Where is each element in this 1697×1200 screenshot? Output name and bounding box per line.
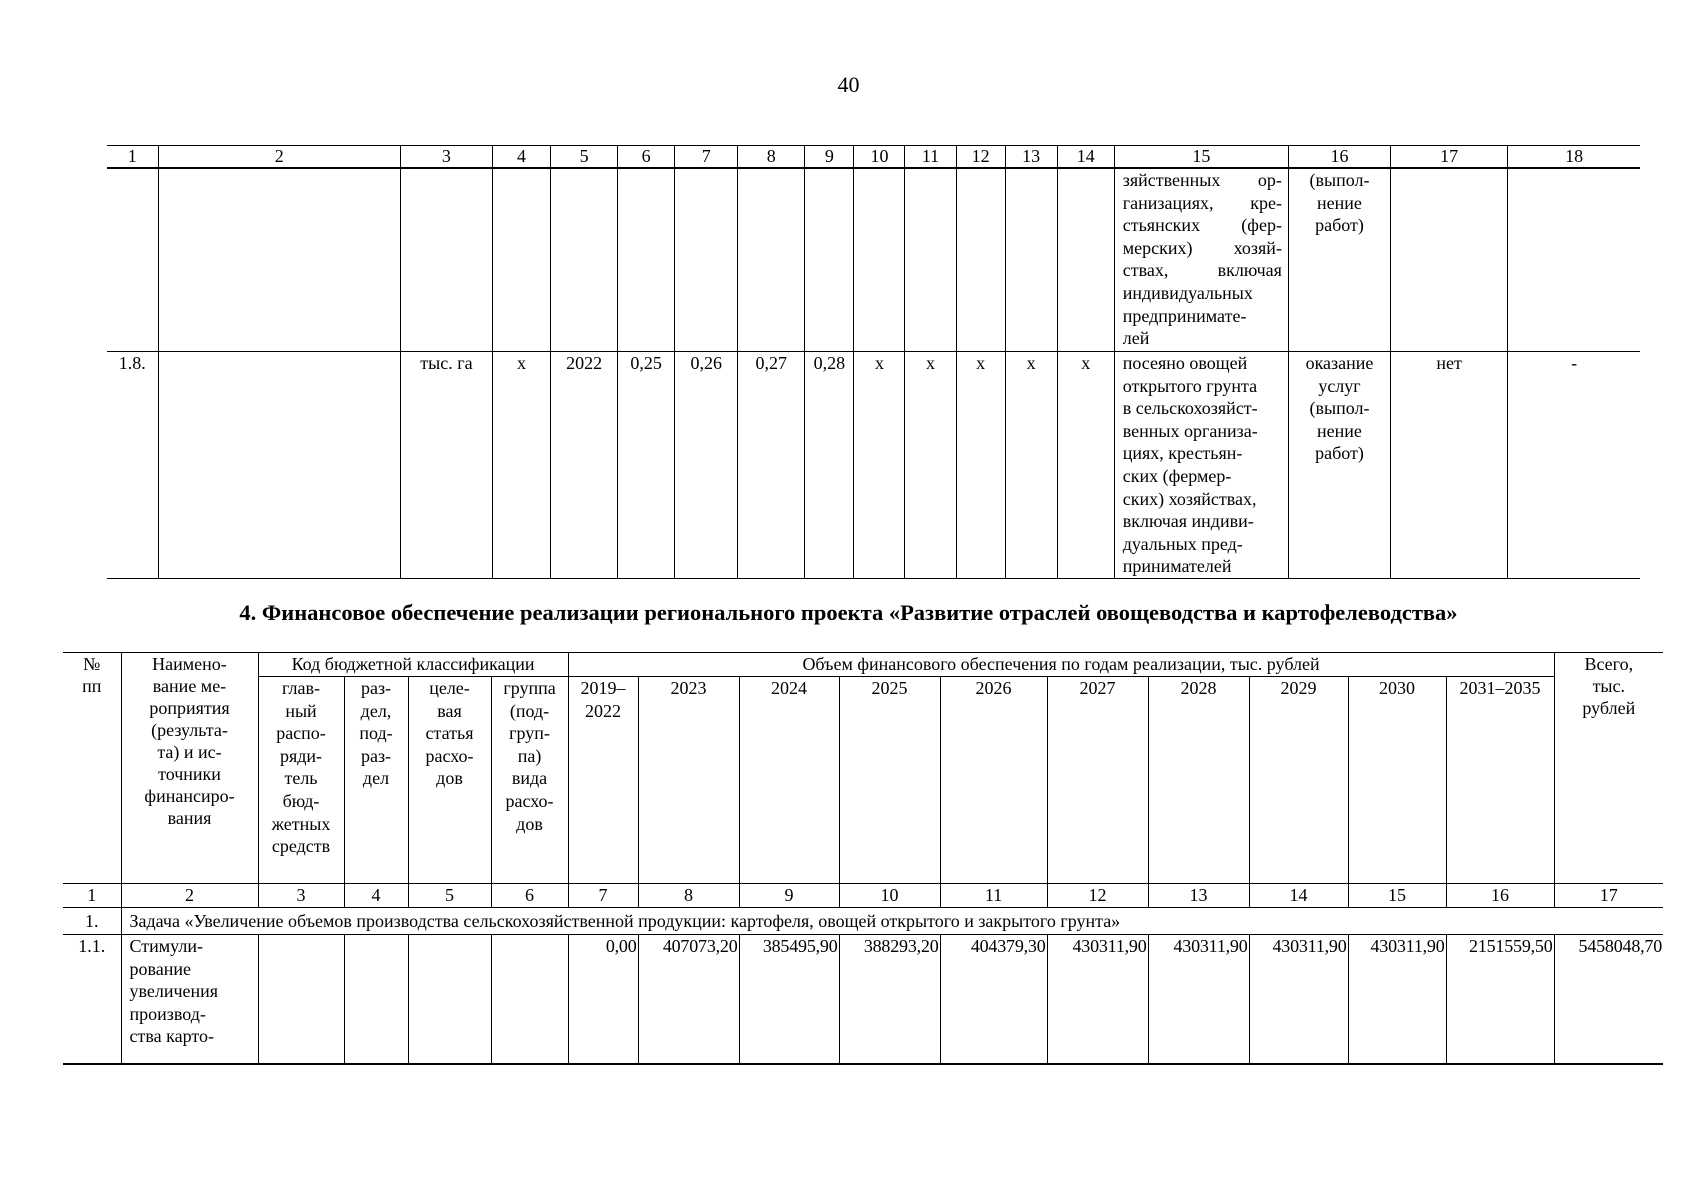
column-number: 7	[568, 884, 638, 908]
value-cell: 0,27	[738, 352, 805, 579]
header-kbk: Код бюджетной классификации	[258, 653, 568, 677]
result-description: посеяно овощей открытого грунта в сельскохозяйст- венных организа- циях, крестьян- ских (фермер- ских) хозяйствах, включая индиви- дуальных пред- принимателей	[1114, 352, 1288, 579]
amount-cell: 407073,20	[638, 935, 739, 1065]
cell-x: x	[854, 352, 905, 579]
header-year: 2019– 2022	[568, 677, 638, 884]
column-number: 13	[1005, 146, 1057, 169]
task-number: 1.	[63, 908, 121, 935]
header-year: 2023	[638, 677, 739, 884]
amount-cell: 388293,20	[839, 935, 940, 1065]
result-type: (выпол- нение работ)	[1288, 168, 1390, 352]
column-number: 9	[805, 146, 854, 169]
header-year: 2025	[839, 677, 940, 884]
indicators-table	[107, 145, 1640, 579]
table-row	[63, 935, 1663, 1065]
column-number: 1	[63, 884, 121, 908]
cell-x: x	[492, 352, 550, 579]
cell-x: x	[1057, 352, 1114, 579]
task-row	[63, 908, 1663, 935]
column-number: 9	[739, 884, 839, 908]
section-title: 4. Финансовое обеспечение реализации регионального проекта «Развитие отраслей овощеводства и картофелеводства»	[239, 600, 1458, 625]
column-number: 4	[344, 884, 408, 908]
column-number: 12	[1047, 884, 1148, 908]
column-number: 17	[1391, 146, 1508, 169]
cell-17: нет	[1391, 352, 1508, 579]
column-number: 11	[940, 884, 1047, 908]
header-year: 2031–2035	[1446, 677, 1554, 884]
column-number: 2	[121, 884, 258, 908]
table-row-continuation	[107, 168, 1640, 352]
header-name: Наимено- вание ме- роприятия (результа- та) и ис- точники финансиро- вания	[121, 653, 258, 884]
column-number: 6	[618, 146, 675, 169]
column-number: 15	[1348, 884, 1446, 908]
amount-cell: 404379,30	[940, 935, 1047, 1065]
column-number: 15	[1114, 146, 1288, 169]
header-year: 2027	[1047, 677, 1148, 884]
row-number: 1.8.	[107, 352, 158, 579]
amount-cell: 430311,90	[1148, 935, 1249, 1065]
header-section: раз- дел, под- раз- дел	[344, 677, 408, 884]
column-number: 14	[1249, 884, 1348, 908]
header-number: № пп	[63, 653, 121, 884]
header-expense-group: группа (под- груп- па) вида расхо- дов	[491, 677, 568, 884]
column-number: 4	[492, 146, 550, 169]
column-number: 5	[551, 146, 618, 169]
column-number: 16	[1288, 146, 1390, 169]
table-header-row	[107, 146, 1640, 169]
column-number: 5	[408, 884, 491, 908]
header-year: 2028	[1148, 677, 1249, 884]
cell-18: -	[1508, 352, 1640, 579]
amount-cell: 0,00	[568, 935, 638, 1065]
header-gr-admin: глав- ный распо- ряди- тель бюд- жетных средств	[258, 677, 344, 884]
amount-cell: 430311,90	[1047, 935, 1148, 1065]
result-description: зяйственных ор- ганизациях, кре- стьянских (фер- мерских) хозяй- ствах, включая индивидуальных предпринимате- лей	[1114, 168, 1288, 352]
value-cell: 0,26	[675, 352, 738, 579]
row-number: 1.1.	[63, 935, 121, 1065]
column-number: 6	[491, 884, 568, 908]
column-number: 8	[738, 146, 805, 169]
financing-table	[63, 652, 1663, 1065]
header-year: 2029	[1249, 677, 1348, 884]
header-volume: Объем финансового обеспечения по годам реализации, тыс. рублей	[568, 653, 1554, 677]
column-number: 3	[258, 884, 344, 908]
column-number: 12	[956, 146, 1005, 169]
column-number: 18	[1508, 146, 1640, 169]
column-number: 13	[1148, 884, 1249, 908]
column-number: 11	[905, 146, 956, 169]
column-number: 16	[1446, 884, 1554, 908]
column-number: 10	[839, 884, 940, 908]
cell-x: x	[956, 352, 1005, 579]
total-cell: 5458048,70	[1554, 935, 1663, 1065]
task-text: Задача «Увеличение объемов производства сельскохозяйственной продукции: картофеля, овощей открытого и закрытого грунта»	[121, 908, 1663, 935]
base-year: 2022	[551, 352, 618, 579]
column-number: 8	[638, 884, 739, 908]
unit: тыс. га	[400, 352, 492, 579]
column-number: 10	[854, 146, 905, 169]
result-type: оказание услуг (выпол- нение работ)	[1288, 352, 1390, 579]
amount-cell: 430311,90	[1249, 935, 1348, 1065]
column-numbers-row	[63, 884, 1663, 908]
header-year: 2030	[1348, 677, 1446, 884]
value-cell: 0,25	[618, 352, 675, 579]
column-number: 17	[1554, 884, 1663, 908]
header-total: Всего, тыс. рублей	[1554, 653, 1663, 884]
page-number: 40	[837, 72, 860, 97]
cell-x: x	[1005, 352, 1057, 579]
value-cell: 0,28	[805, 352, 854, 579]
column-number: 7	[675, 146, 738, 169]
header-year: 2026	[940, 677, 1047, 884]
amount-cell: 385495,90	[739, 935, 839, 1065]
column-number: 3	[400, 146, 492, 169]
column-number: 1	[107, 146, 158, 169]
measure-name: Стимули- рование увеличения производ- ства карто-	[121, 935, 258, 1065]
column-number: 14	[1057, 146, 1114, 169]
table-header-row	[63, 653, 1663, 677]
table-header-subrow	[63, 677, 1663, 884]
cell-x: x	[905, 352, 956, 579]
table-row	[107, 352, 1640, 579]
amount-cell: 430311,90	[1348, 935, 1446, 1065]
amount-cell: 2151559,50	[1446, 935, 1554, 1065]
column-number: 2	[158, 146, 400, 169]
header-year: 2024	[739, 677, 839, 884]
header-target-article: целе- вая статья расхо- дов	[408, 677, 491, 884]
